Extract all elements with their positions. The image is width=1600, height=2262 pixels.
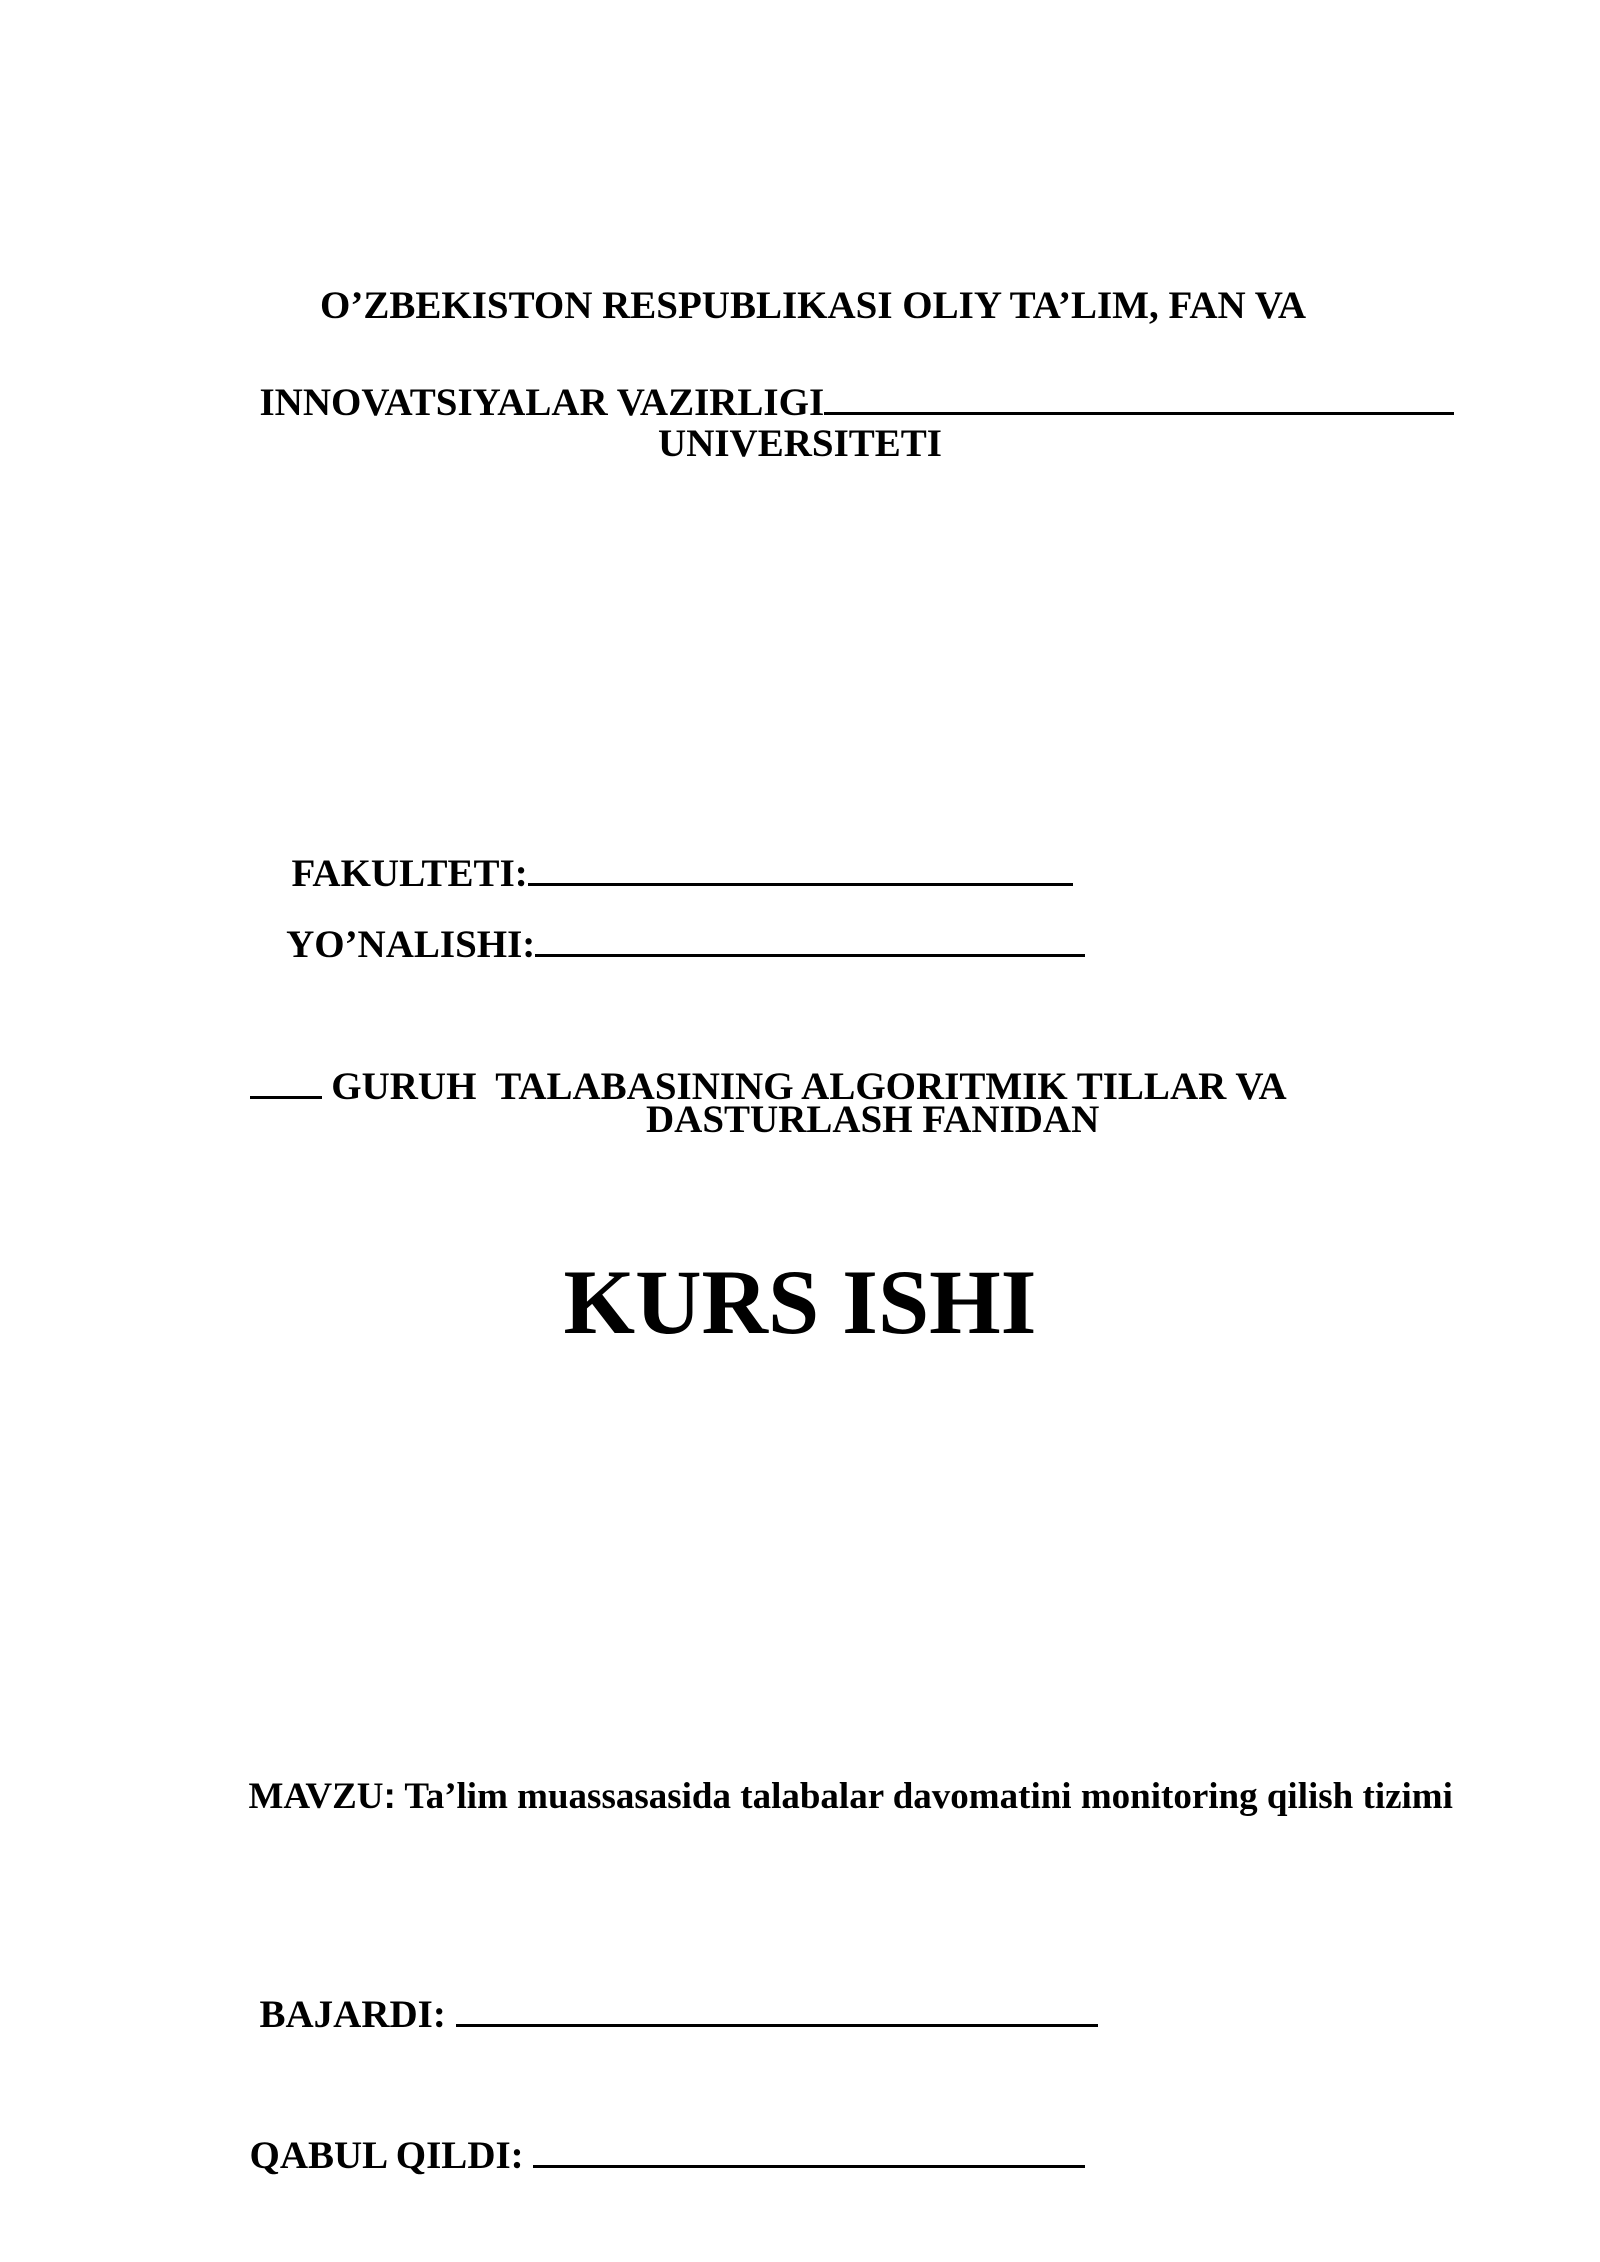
- performed-by-label: BAJARDI:: [259, 1993, 446, 2036]
- direction-blank: [535, 950, 1085, 957]
- direction-field: [268, 886, 1085, 964]
- accepted-by-blank: [533, 2161, 1085, 2168]
- subject-line-2: DASTURLASH FANIDAN: [646, 1098, 1100, 1141]
- performed-by-field: [240, 1956, 1098, 2034]
- topic-line: [230, 1740, 1453, 1815]
- topic-label: MAVZU: [248, 1776, 384, 1817]
- performed-by-blank: [456, 2020, 1098, 2027]
- accepted-by-label: QABUL QILDI:: [249, 2134, 524, 2177]
- faculty-field: [272, 815, 1073, 893]
- topic-text: Ta’lim muassasasida talabalar davomatini monitoring qilish tizimi: [404, 1776, 1453, 1817]
- subject-text-1: GURUH TALABASINING ALGORITMIK TILLAR VA: [331, 1065, 1287, 1108]
- university-name-blank: [824, 408, 1454, 415]
- ministry-name-line-2: [240, 344, 1454, 422]
- subject-line-1: [230, 1028, 1287, 1106]
- ministry-name-line-1: O’ZBEKISTON RESPUBLIKASI OLIY TA’LIM, FAN VA: [320, 284, 1307, 327]
- group-blank: [250, 1092, 322, 1099]
- accepted-by-field: [230, 2097, 1085, 2175]
- direction-label: YO’NALISHI:: [286, 923, 536, 966]
- document-title: KURS ISHI: [563, 1251, 1037, 1353]
- faculty-label: FAKULTETI:: [291, 852, 528, 895]
- ministry-name-text: INNOVATSIYALAR VAZIRLIGI: [259, 381, 825, 424]
- university-label: UNIVERSITETI: [658, 422, 942, 465]
- topic-colon: :: [383, 1775, 396, 1816]
- faculty-blank: [528, 879, 1073, 886]
